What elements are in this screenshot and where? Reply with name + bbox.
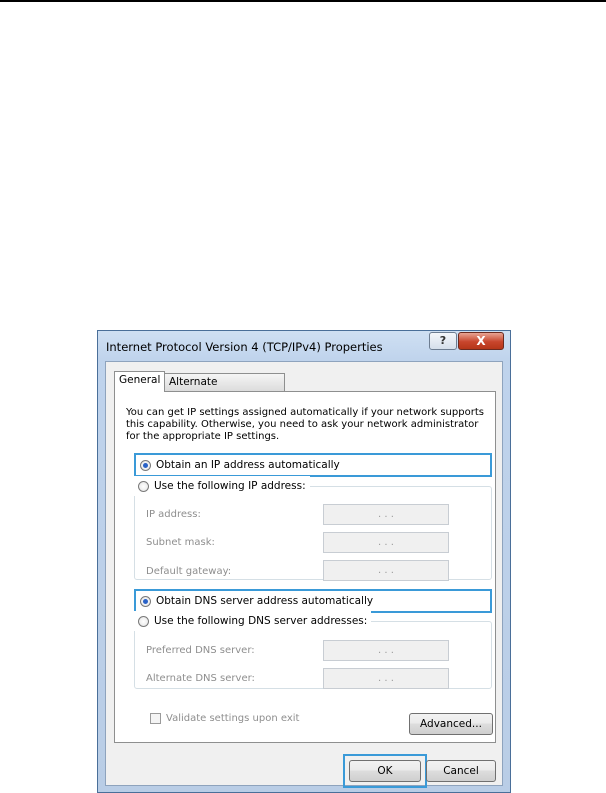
tab-alternate-configuration[interactable]: Alternate	[164, 373, 285, 391]
subnet-mask-label: Subnet mask:	[146, 537, 215, 548]
default-gateway-label: Default gateway:	[146, 566, 232, 577]
title-bar[interactable]	[98, 331, 510, 361]
alternate-dns-value: . . .	[378, 673, 394, 684]
general-panel	[114, 391, 496, 743]
subnet-mask-input[interactable]	[323, 532, 449, 553]
help-icon: ?	[439, 334, 447, 347]
radio-dns-auto-label: Obtain DNS server address automatically	[156, 595, 374, 607]
radio-ip-auto-label: Obtain an IP address automatically	[156, 459, 340, 471]
close-button[interactable]	[458, 332, 504, 350]
advanced-button[interactable]: Advanced...	[409, 713, 493, 735]
default-gateway-input[interactable]	[323, 560, 449, 581]
subnet-mask-value: . . .	[378, 537, 394, 548]
radio-dns-manual-label: Use the following DNS server addresses:	[154, 615, 368, 627]
validate-settings-label: Validate settings upon exit	[166, 713, 300, 724]
cancel-button[interactable]: Cancel	[426, 760, 496, 782]
radio-ip-manual[interactable]	[134, 476, 310, 496]
radio-dns-manual[interactable]	[134, 611, 371, 631]
ip-address-value: . . .	[378, 509, 394, 520]
radio-ip-auto[interactable]	[136, 455, 340, 475]
window-title: Internet Protocol Version 4 (TCP/IPv4) Properties	[106, 340, 383, 354]
ip-address-label: IP address:	[146, 509, 201, 520]
radio-ip-auto-indicator[interactable]	[140, 460, 151, 471]
ok-button[interactable]: OK	[349, 760, 421, 782]
top-rule	[0, 0, 606, 2]
tcpip-properties-dialog	[97, 330, 511, 793]
radio-dns-auto[interactable]	[136, 591, 373, 611]
validate-settings[interactable]	[150, 713, 299, 724]
ip-address-input[interactable]	[323, 504, 449, 525]
intro-text: You can get IP settings assigned automatically if your network supports this capability. Otherwise, you need to ask your network administrator for the appropriate IP settings.	[126, 407, 484, 442]
preferred-dns-label: Preferred DNS server:	[146, 645, 255, 656]
alternate-dns-label: Alternate DNS server:	[146, 673, 255, 684]
close-icon: X	[476, 334, 486, 348]
radio-dns-manual-indicator[interactable]	[138, 616, 149, 627]
alternate-dns-input[interactable]	[323, 668, 449, 689]
radio-ip-manual-label: Use the following IP address:	[154, 480, 306, 492]
default-gateway-value: . . .	[378, 565, 394, 576]
preferred-dns-input[interactable]	[323, 640, 449, 661]
help-button[interactable]	[429, 332, 457, 350]
radio-ip-manual-indicator[interactable]	[138, 481, 149, 492]
radio-dns-auto-indicator[interactable]	[140, 596, 151, 607]
tab-general[interactable]: General	[114, 371, 165, 392]
preferred-dns-value: . . .	[378, 645, 394, 656]
validate-settings-checkbox[interactable]	[150, 713, 161, 724]
dialog-client	[105, 361, 503, 786]
